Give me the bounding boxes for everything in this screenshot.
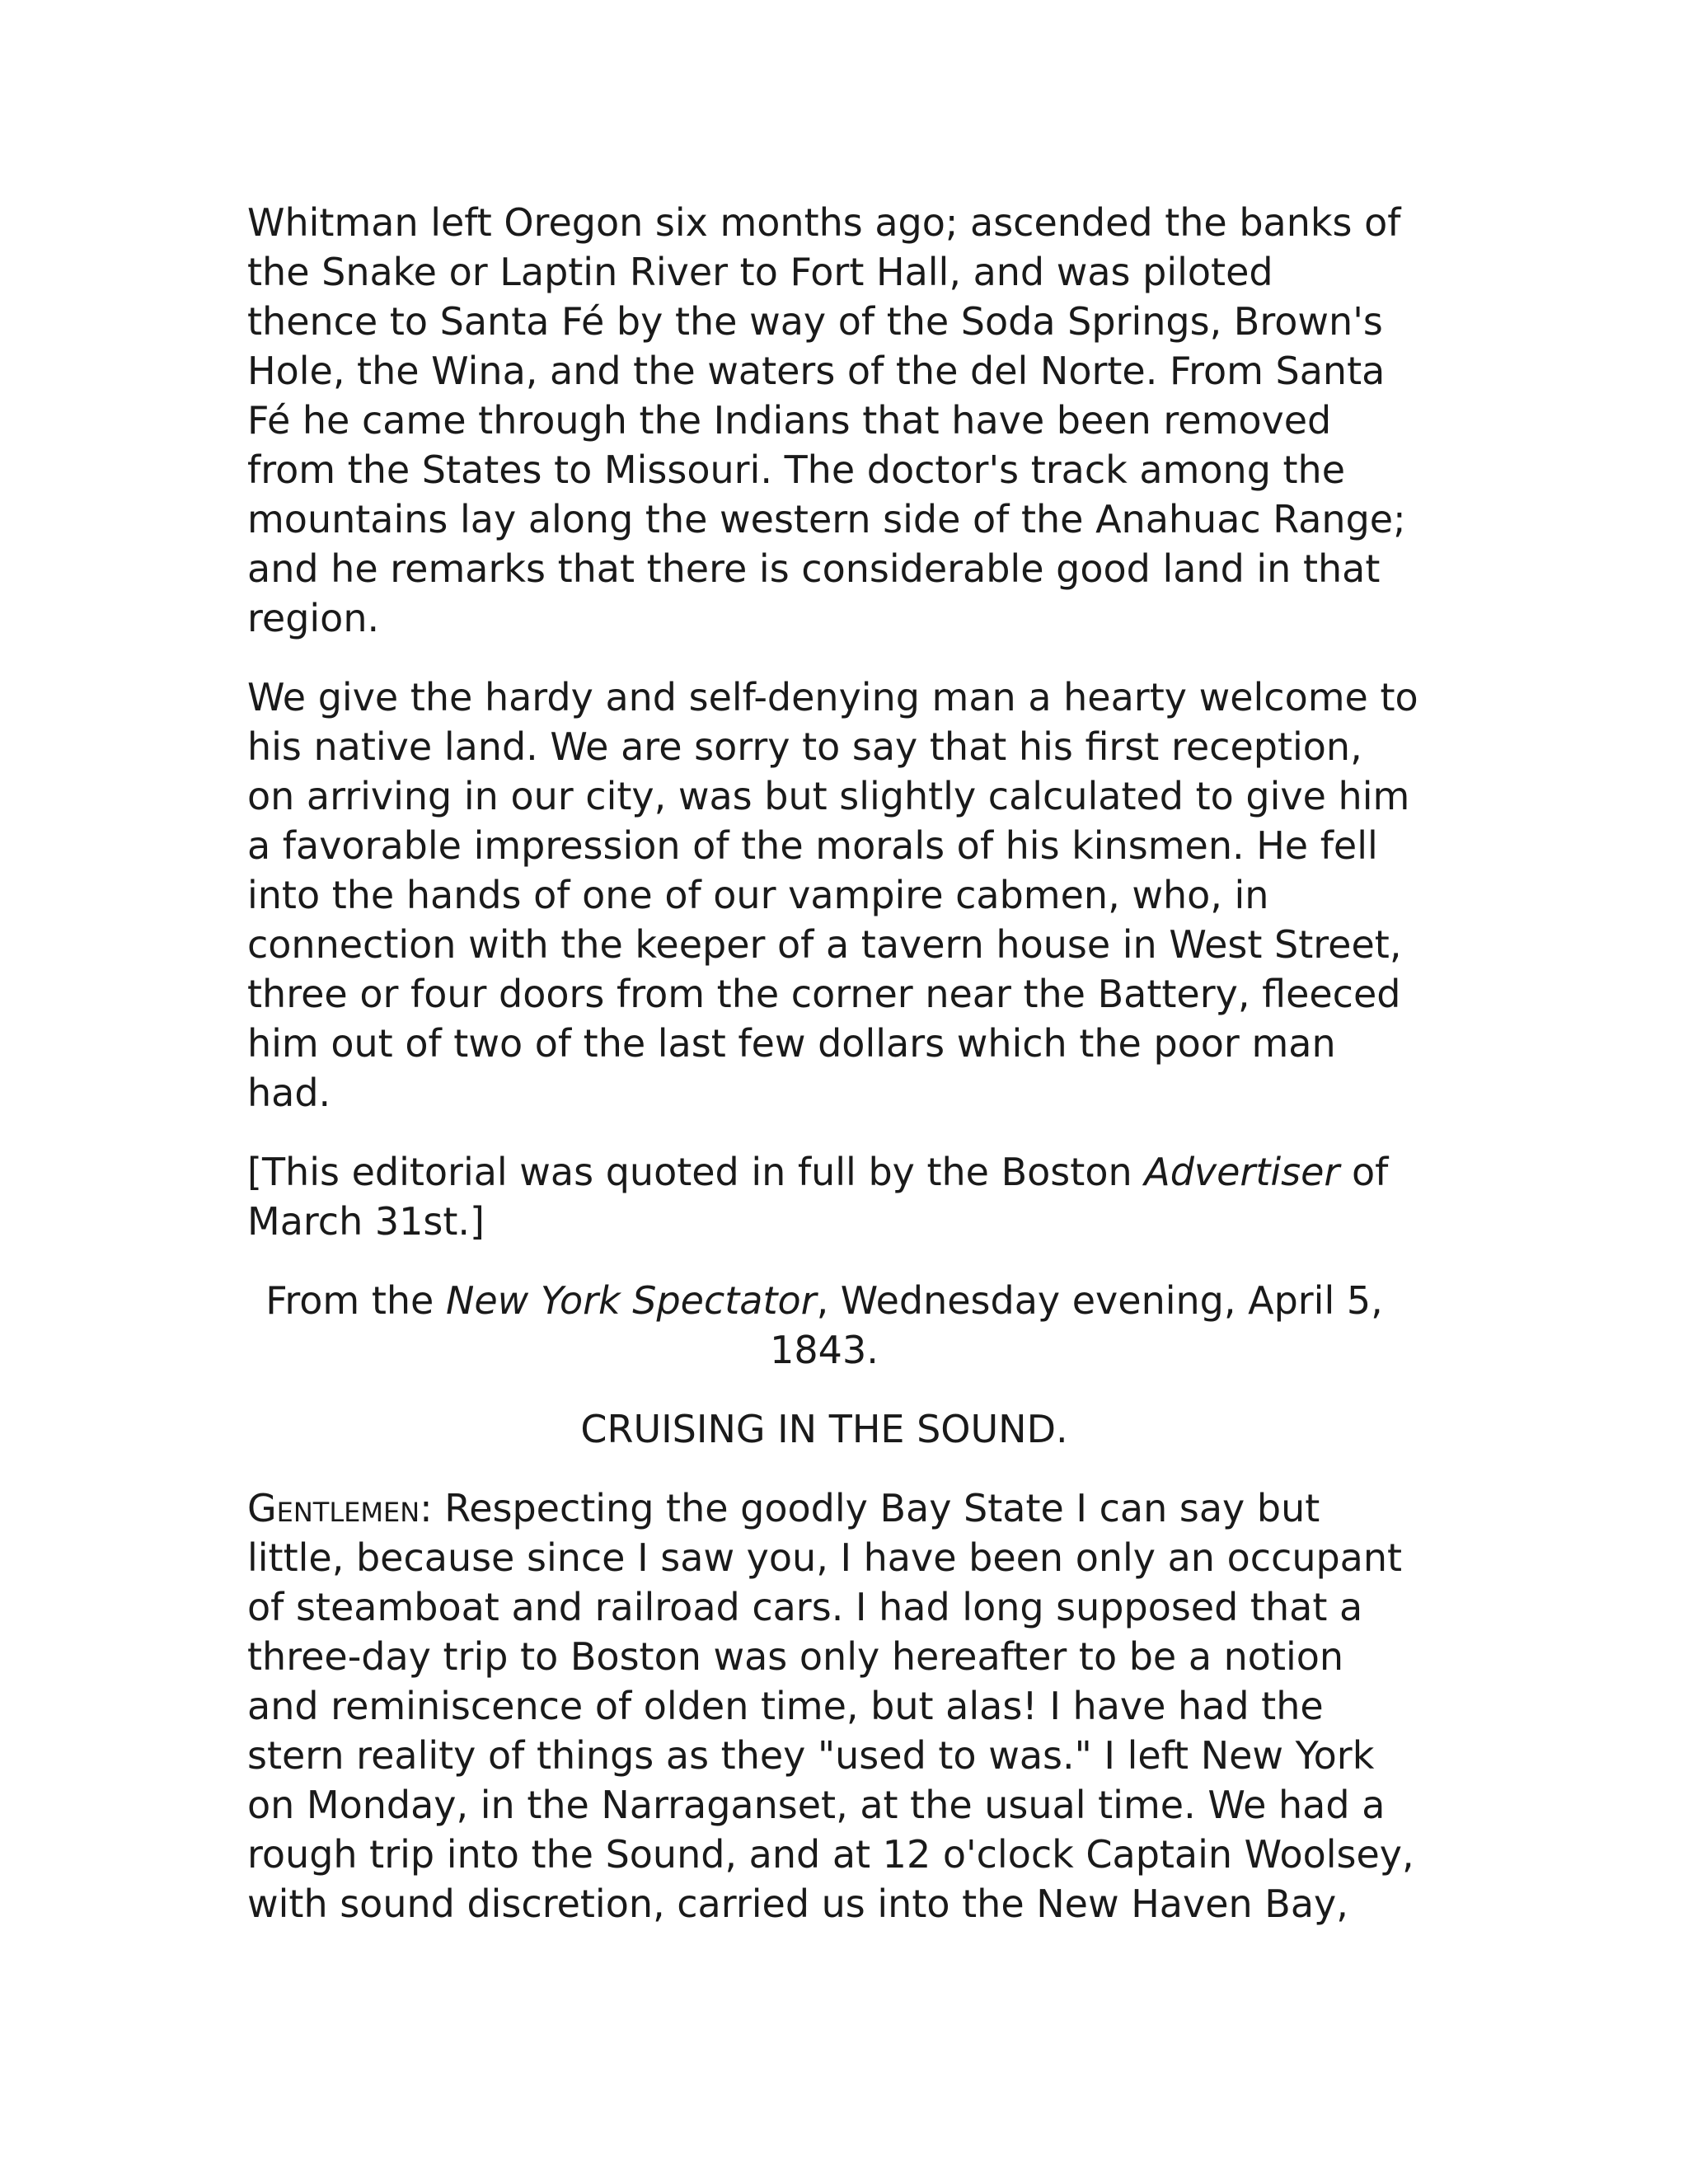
source-publication-title: New York Spectator [445, 1278, 817, 1323]
text-line [247, 1483, 1401, 1533]
section-heading [247, 1404, 1401, 1454]
heading-text: CRUISING IN THE SOUND. [580, 1407, 1068, 1451]
text-line: a favorable impression of the morals of his kinsmen. He fell [247, 823, 1378, 868]
text-line: into the hands of one of our vampire cabmen, who, in [247, 873, 1269, 917]
text-line: 1843. [770, 1328, 879, 1372]
text-line: the Snake or Laptin River to Fort Hall, and was piloted [247, 250, 1273, 294]
text-line: Hole, the Wina, and the waters of the del Norte. From Santa [247, 349, 1386, 393]
source-text-before: From the [265, 1278, 446, 1323]
text-line: and he remarks that there is considerable good land in that [247, 546, 1381, 591]
editorial-note [247, 1147, 1401, 1246]
text-line: him out of two of the last few dollars which the poor man [247, 1021, 1336, 1066]
text-line: region. [247, 596, 380, 640]
text-line: three or four doors from the corner near the Battery, fleeced [247, 972, 1401, 1016]
letter-first-line-rest: : Respecting the goodly Bay State I can say but [420, 1486, 1320, 1530]
text-line: March 31st.] [247, 1199, 485, 1244]
text-line: and reminiscence of olden time, but alas! I have had the [247, 1684, 1324, 1728]
note-text-before: [This editorial was quoted in full by the Boston [247, 1150, 1145, 1194]
text-line: stern reality of things as they "used to was." I left New York [247, 1733, 1375, 1778]
text-line: had. [247, 1071, 331, 1115]
text-line: We give the hardy and self-denying man a hearty welcome to [247, 675, 1418, 719]
letter-body [247, 1483, 1414, 1929]
text-line: Whitman left Oregon six months ago; ascended the banks of [247, 200, 1401, 245]
text-line: mountains lay along the western side of the Anahuac Range; [247, 497, 1406, 541]
paragraph-welcome [247, 673, 1418, 1118]
text-line [247, 1147, 1401, 1197]
salutation: Gentlemen [247, 1486, 420, 1530]
text-line: rough trip into the Sound, and at 12 o'clock Captain Woolsey, [247, 1832, 1414, 1877]
text-line: connection with the keeper of a tavern house in West Street, [247, 922, 1402, 967]
text-line: three-day trip to Boston was only hereafter to be a notion [247, 1634, 1344, 1679]
note-text-after: of [1339, 1150, 1389, 1194]
text-line: thence to Santa Fé by the way of the Soda Springs, Brown's [247, 299, 1383, 344]
text-line: little, because since I saw you, I have been only an occupant [247, 1535, 1403, 1580]
text-line: on arriving in our city, was but slightly calculated to give him [247, 774, 1410, 818]
document-page [247, 198, 1418, 1958]
source-text-after: , Wednesday evening, April 5, [816, 1278, 1383, 1323]
text-line: Fé he came through the Indians that have been removed [247, 398, 1332, 443]
text-line: with sound discretion, carried us into the New Haven Bay, [247, 1882, 1348, 1926]
text-line: his native land. We are sorry to say that his first reception, [247, 724, 1362, 769]
text-line: on Monday, in the Narraganset, at the usual time. We had a [247, 1783, 1386, 1827]
source-citation [247, 1276, 1401, 1375]
text-line [247, 1276, 1401, 1325]
text-line: of steamboat and railroad cars. I had long supposed that a [247, 1585, 1363, 1629]
text-line: from the States to Missouri. The doctor's track among the [247, 448, 1346, 492]
paragraph-whitman-route [247, 198, 1406, 643]
note-publication-title: Advertiser [1144, 1150, 1340, 1194]
